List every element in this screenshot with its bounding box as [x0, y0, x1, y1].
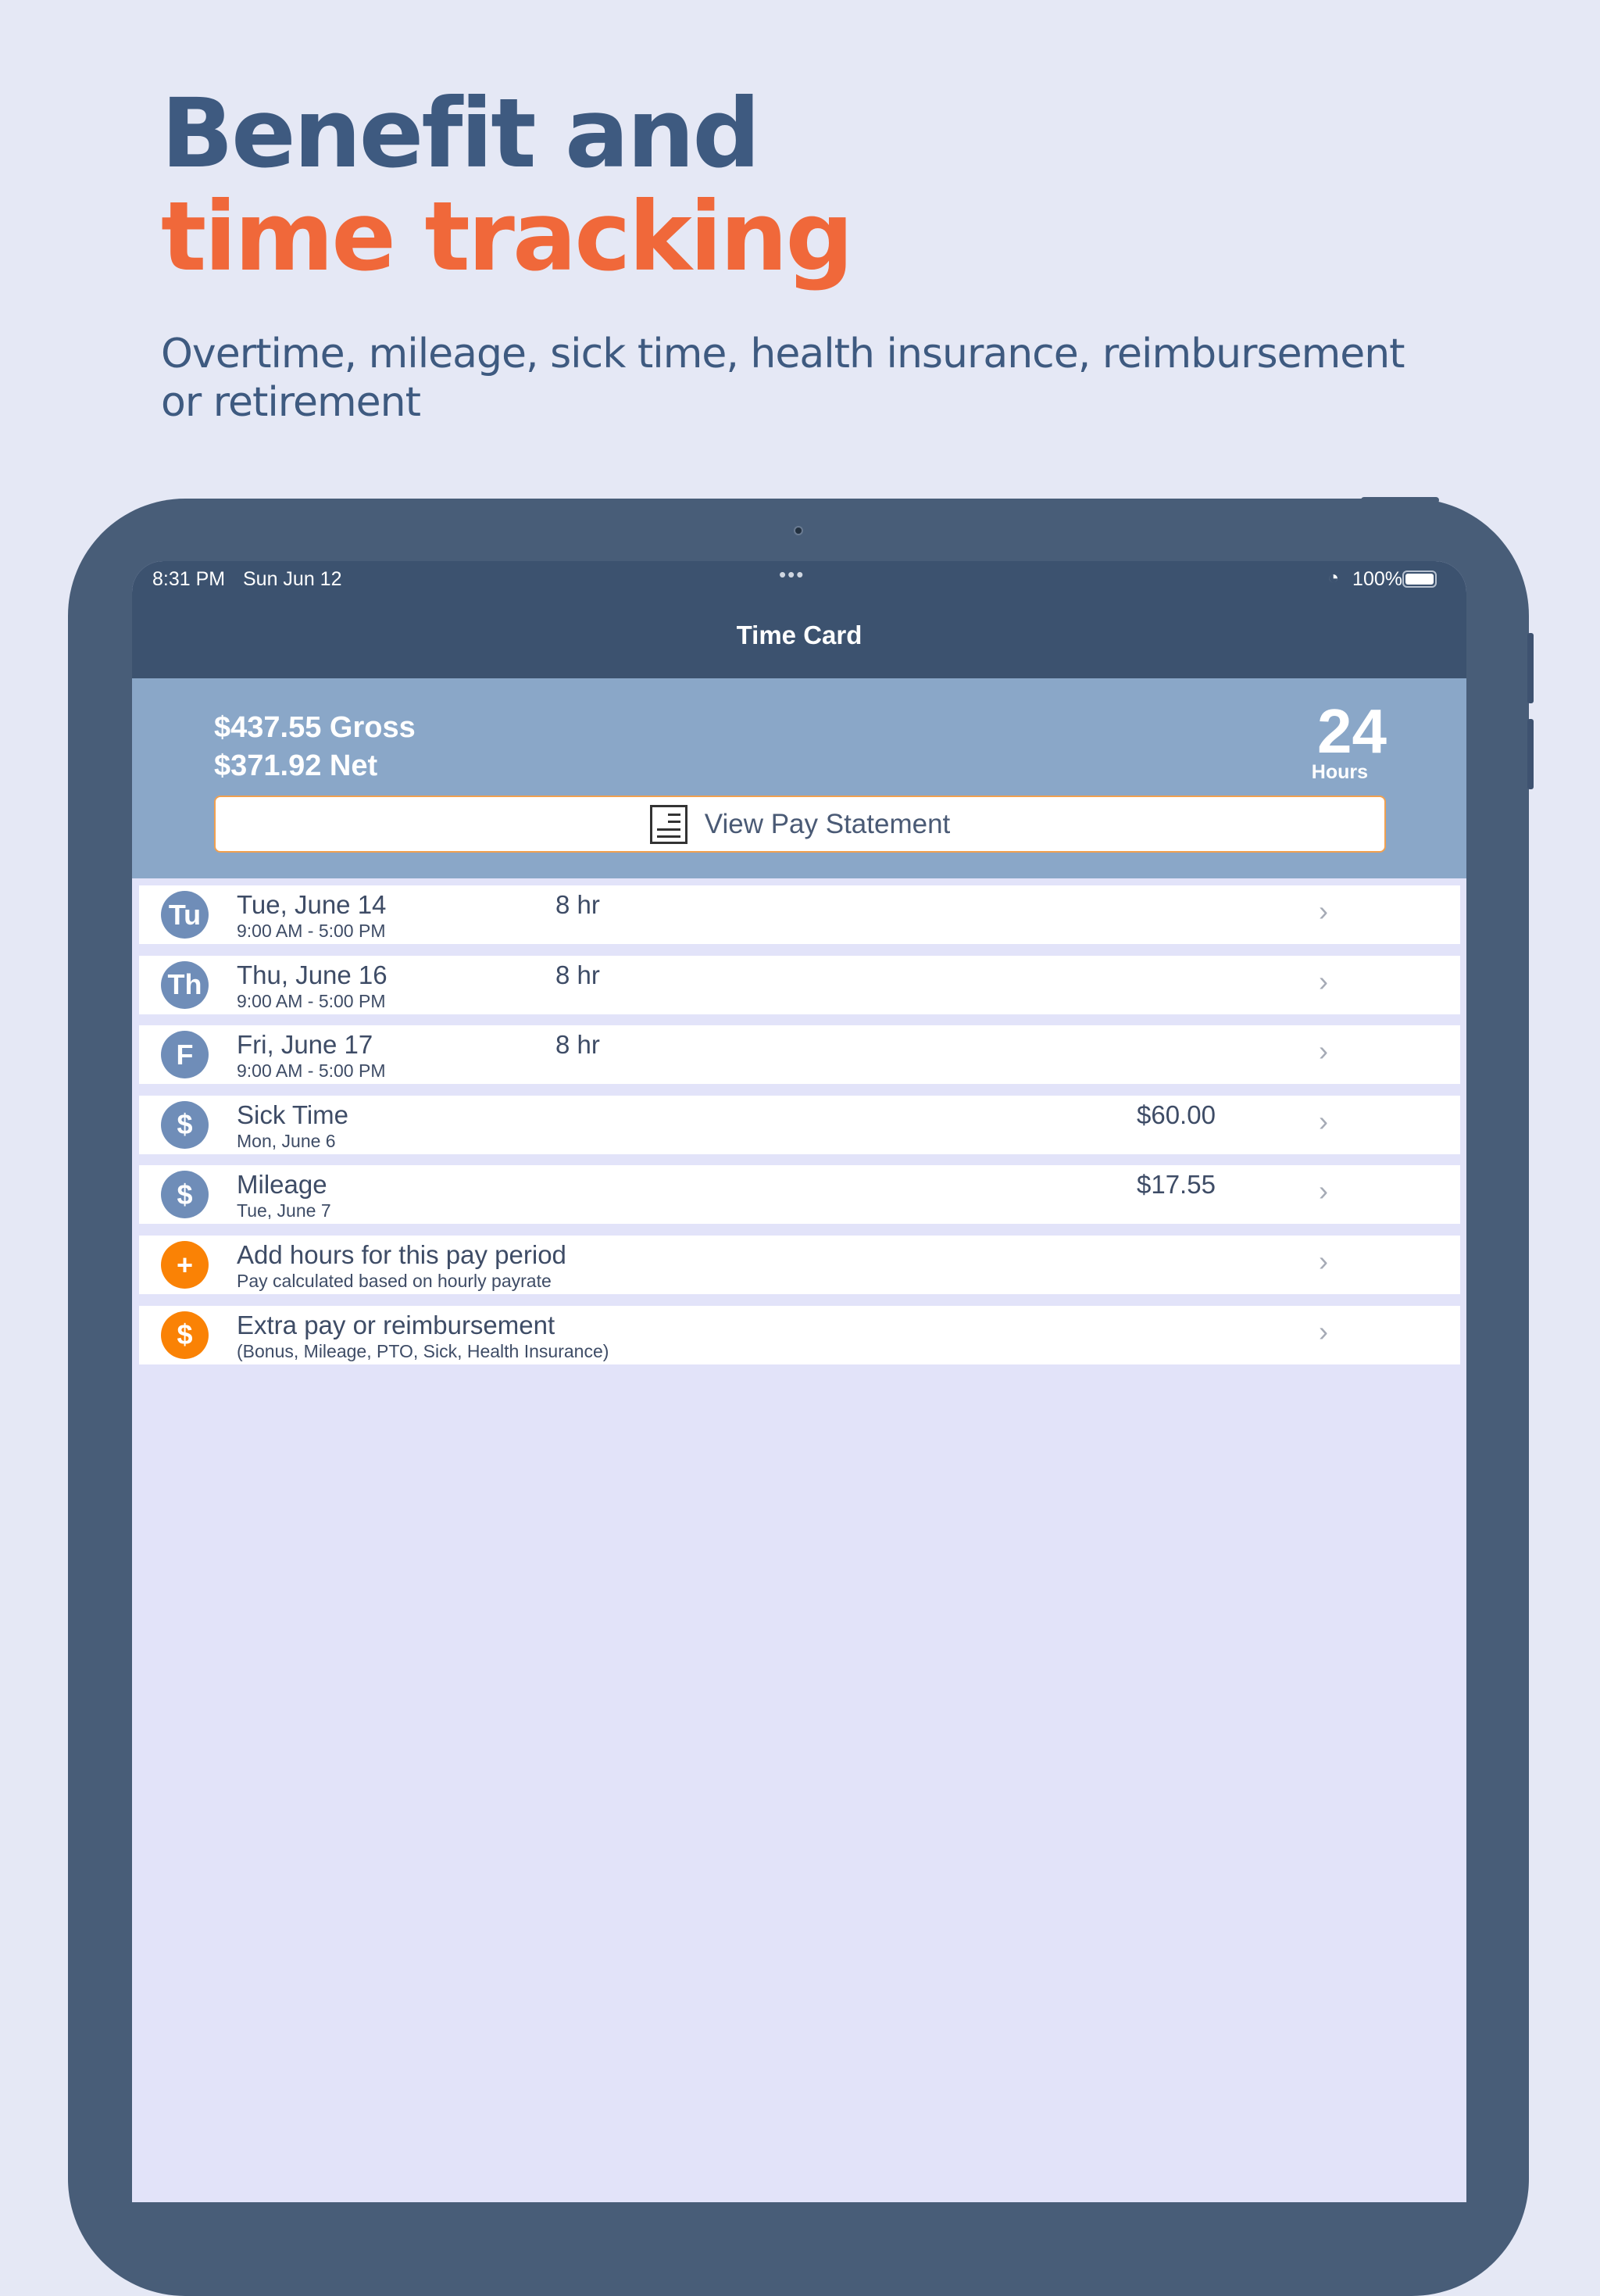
battery-percent: 100%	[1352, 568, 1402, 590]
list-item[interactable]	[139, 1165, 1460, 1224]
chevron-right-icon: ›	[1319, 1314, 1328, 1347]
item-hours: 8 hr	[555, 960, 600, 989]
chevron-right-icon: ›	[1319, 1035, 1328, 1068]
document-icon	[650, 805, 688, 844]
chevron-right-icon: ›	[1319, 1175, 1328, 1207]
list-item[interactable]	[139, 885, 1460, 944]
item-title: Mileage	[237, 1170, 327, 1200]
hero-title-line1: Benefit and	[161, 78, 759, 189]
item-amount: $17.55	[1137, 1170, 1216, 1200]
total-hours: 24	[1317, 696, 1387, 766]
dollar-icon: $	[161, 1171, 209, 1218]
item-hours: 8 hr	[555, 890, 600, 919]
page-title: Time Card	[736, 620, 862, 649]
plus-icon: +	[161, 1241, 209, 1289]
view-pay-statement-button[interactable]	[214, 796, 1386, 853]
item-subtitle: 9:00 AM - 5:00 PM	[237, 990, 386, 1011]
gross-pay: $437.55 Gross	[214, 711, 416, 744]
item-title: Add hours for this pay period	[237, 1240, 566, 1269]
pay-summary	[132, 678, 1466, 878]
list-item[interactable]	[139, 1236, 1460, 1294]
item-title: Sick Time	[237, 1100, 349, 1129]
device-volume-up	[1527, 633, 1534, 703]
chevron-right-icon: ›	[1319, 1104, 1328, 1137]
item-title: Tue, June 14	[237, 890, 387, 919]
status-time: 8:31 PM	[152, 568, 226, 590]
list-item[interactable]	[139, 956, 1460, 1014]
device-volume-down	[1527, 719, 1534, 789]
multitask-dots-icon[interactable]: •••	[779, 563, 805, 586]
wifi-icon: ◔	[1327, 567, 1339, 588]
view-pay-statement-label: View Pay Statement	[704, 808, 951, 839]
dollar-icon: $	[161, 1311, 209, 1359]
hero-title-line2: time tracking	[161, 181, 852, 292]
camera-icon	[794, 526, 803, 535]
item-title: Extra pay or reimbursement	[237, 1310, 555, 1339]
item-subtitle: 9:00 AM - 5:00 PM	[237, 921, 386, 941]
day-badge-icon: F	[161, 1031, 209, 1078]
item-hours: 8 hr	[555, 1030, 600, 1060]
nav-bar	[132, 561, 1466, 678]
list-item[interactable]	[139, 1306, 1460, 1364]
list-item[interactable]	[139, 1025, 1460, 1084]
net-pay: $371.92 Net	[214, 749, 378, 782]
item-subtitle: Pay calculated based on hourly payrate	[237, 1271, 552, 1291]
item-subtitle: Mon, June 6	[237, 1130, 336, 1151]
day-badge-icon: Th	[161, 961, 209, 1009]
chevron-right-icon: ›	[1319, 895, 1328, 927]
item-title: Fri, June 17	[237, 1030, 373, 1060]
item-subtitle: 9:00 AM - 5:00 PM	[237, 1060, 386, 1082]
item-subtitle: Tue, June 7	[237, 1200, 331, 1221]
item-subtitle: (Bonus, Mileage, PTO, Sick, Health Insurance)	[237, 1340, 609, 1361]
day-badge-icon: Tu	[161, 891, 209, 939]
dollar-icon: $	[161, 1101, 209, 1149]
item-title: Thu, June 16	[237, 960, 388, 989]
chevron-right-icon: ›	[1319, 1245, 1328, 1277]
status-date: Sun Jun 12	[243, 568, 342, 590]
battery-icon	[1402, 570, 1437, 588]
list-item[interactable]	[139, 1096, 1460, 1154]
app-screen	[132, 561, 1466, 2202]
item-amount: $60.00	[1137, 1100, 1216, 1129]
hours-label: Hours	[1311, 761, 1368, 783]
hero-subtitle: Overtime, mileage, sick time, health insurance, reimbursement or retirement	[161, 331, 1405, 426]
chevron-right-icon: ›	[1319, 964, 1328, 997]
